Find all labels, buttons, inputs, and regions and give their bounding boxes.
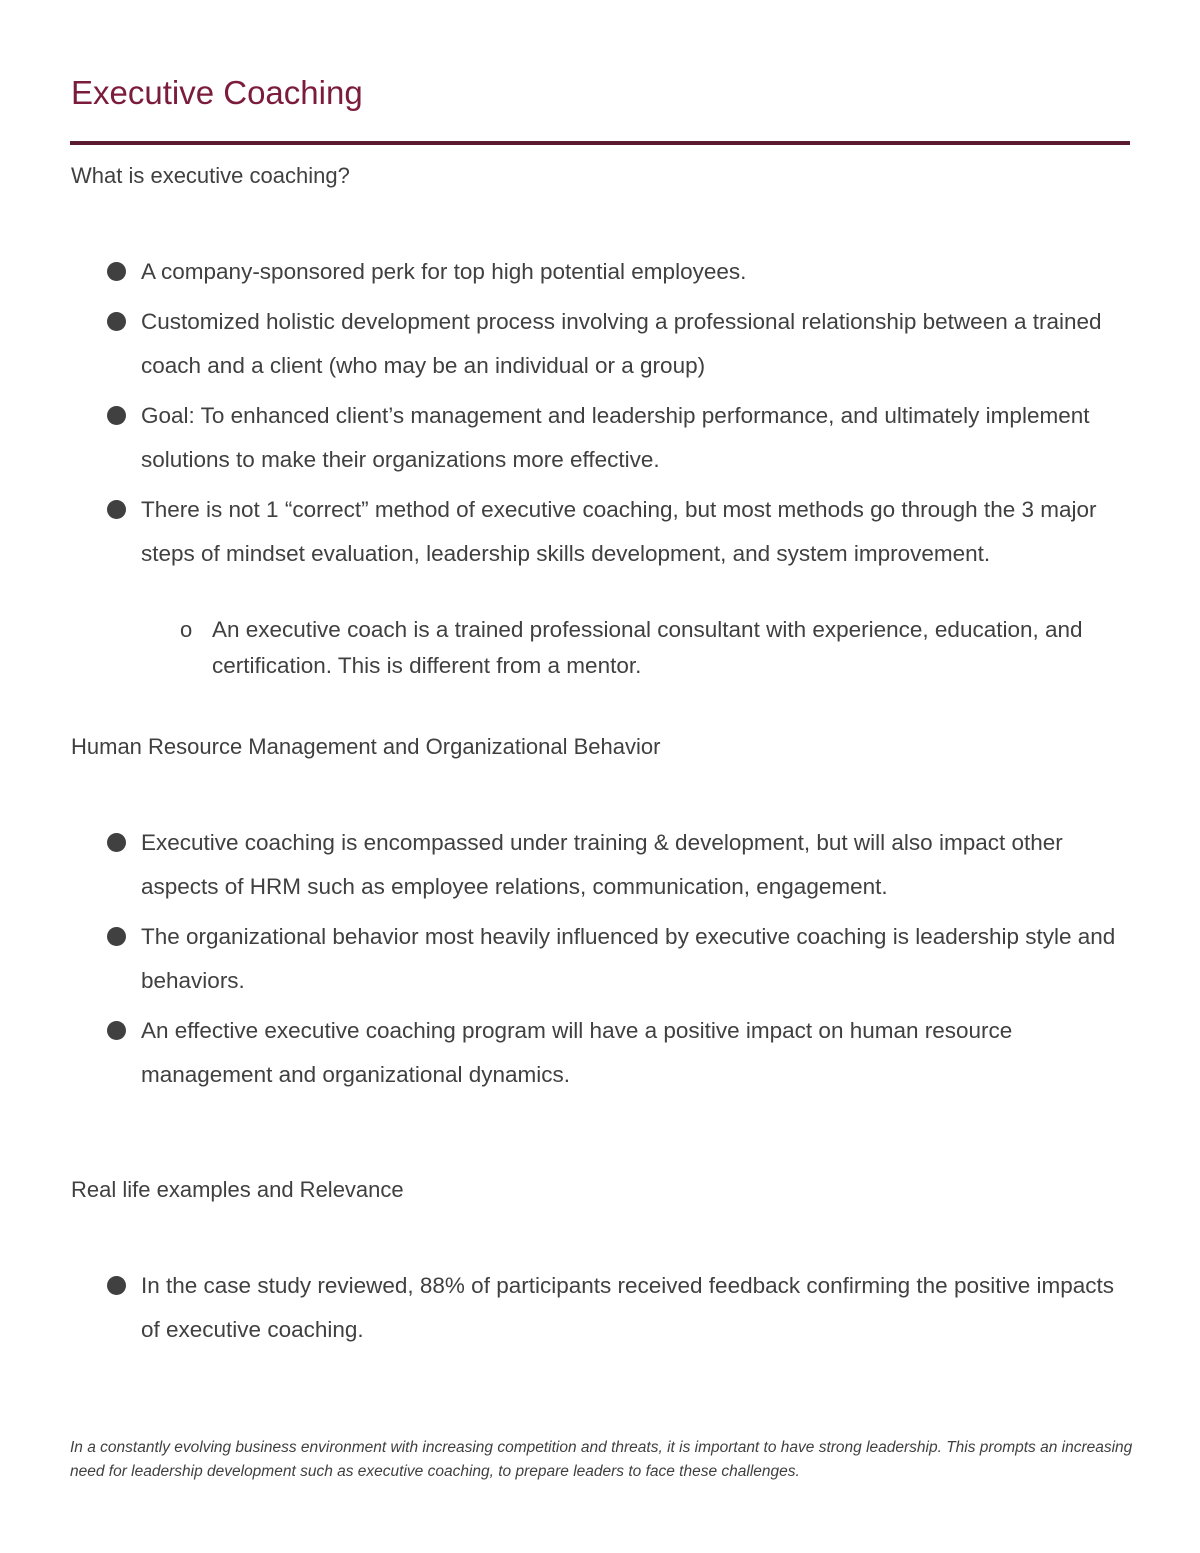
bullet-list-hrm-ob: [106, 821, 1130, 1103]
list-item: [106, 821, 1130, 909]
list-item-text: An effective executive coaching program will have a positive impact on human resource management and organizational dynamics.: [141, 1018, 1013, 1087]
hollow-bullet-icon: o: [180, 617, 193, 642]
page-title: Executive Coaching: [71, 74, 363, 111]
list-item-text: The organizational behavior most heavily influenced by executive coaching is leadership style and behaviors.: [141, 924, 1116, 993]
sub-list-item: [180, 612, 1112, 684]
bullet-icon: [107, 1276, 126, 1295]
list-item-text: There is not 1 “correct” method of executive coaching, but most methods go through the 3 major steps of mindset evaluation, leadership skills development, and system improvement.: [141, 497, 1097, 566]
list-item-text: A company-sponsored perk for top high potential employees.: [141, 259, 747, 284]
list-item-text: In the case study reviewed, 88% of participants received feedback confirming the positive impacts of executive coaching.: [141, 1273, 1115, 1342]
list-item: [106, 1264, 1130, 1352]
bullet-icon: [107, 312, 126, 331]
footer-note: In a constantly evolving business environment with increasing competition and threats, it is important to have strong leadership. This prompts an increasing need for leadership development such as executive coaching, to prepare leaders to face these challenges.: [70, 1439, 1133, 1480]
section-heading-what-is: What is executive coaching?: [71, 163, 350, 188]
bullet-list-real-life: [106, 1264, 1130, 1358]
bullet-icon: [107, 1021, 126, 1040]
list-item: [106, 300, 1130, 388]
sub-list-item-text: An executive coach is a trained professional consultant with experience, education, and certification. This is different from a mentor.: [212, 617, 1083, 678]
section-heading-real-life: Real life examples and Relevance: [71, 1177, 404, 1202]
bullet-icon: [107, 406, 126, 425]
list-item: [106, 915, 1130, 1003]
list-item: [106, 488, 1130, 576]
list-item-text: Customized holistic development process involving a professional relationship between a trained coach and a client (who may be an individual or a group): [141, 309, 1102, 378]
section-heading-hrm-ob: Human Resource Management and Organizational Behavior: [71, 734, 661, 759]
bullet-icon: [107, 927, 126, 946]
list-item: [106, 250, 1130, 294]
list-item: [106, 1009, 1130, 1097]
bullet-list-what-is: [106, 250, 1130, 582]
title-divider: [70, 141, 1130, 145]
list-item-text: Executive coaching is encompassed under training & development, but will also impact other aspects of HRM such as employee relations, communication, engagement.: [141, 830, 1063, 899]
bullet-icon: [107, 833, 126, 852]
bullet-icon: [107, 500, 126, 519]
list-item: [106, 394, 1130, 482]
bullet-icon: [107, 262, 126, 281]
list-item-text: Goal: To enhanced client’s management and leadership performance, and ultimately implement solutions to make their organizations more effective.: [141, 403, 1090, 472]
